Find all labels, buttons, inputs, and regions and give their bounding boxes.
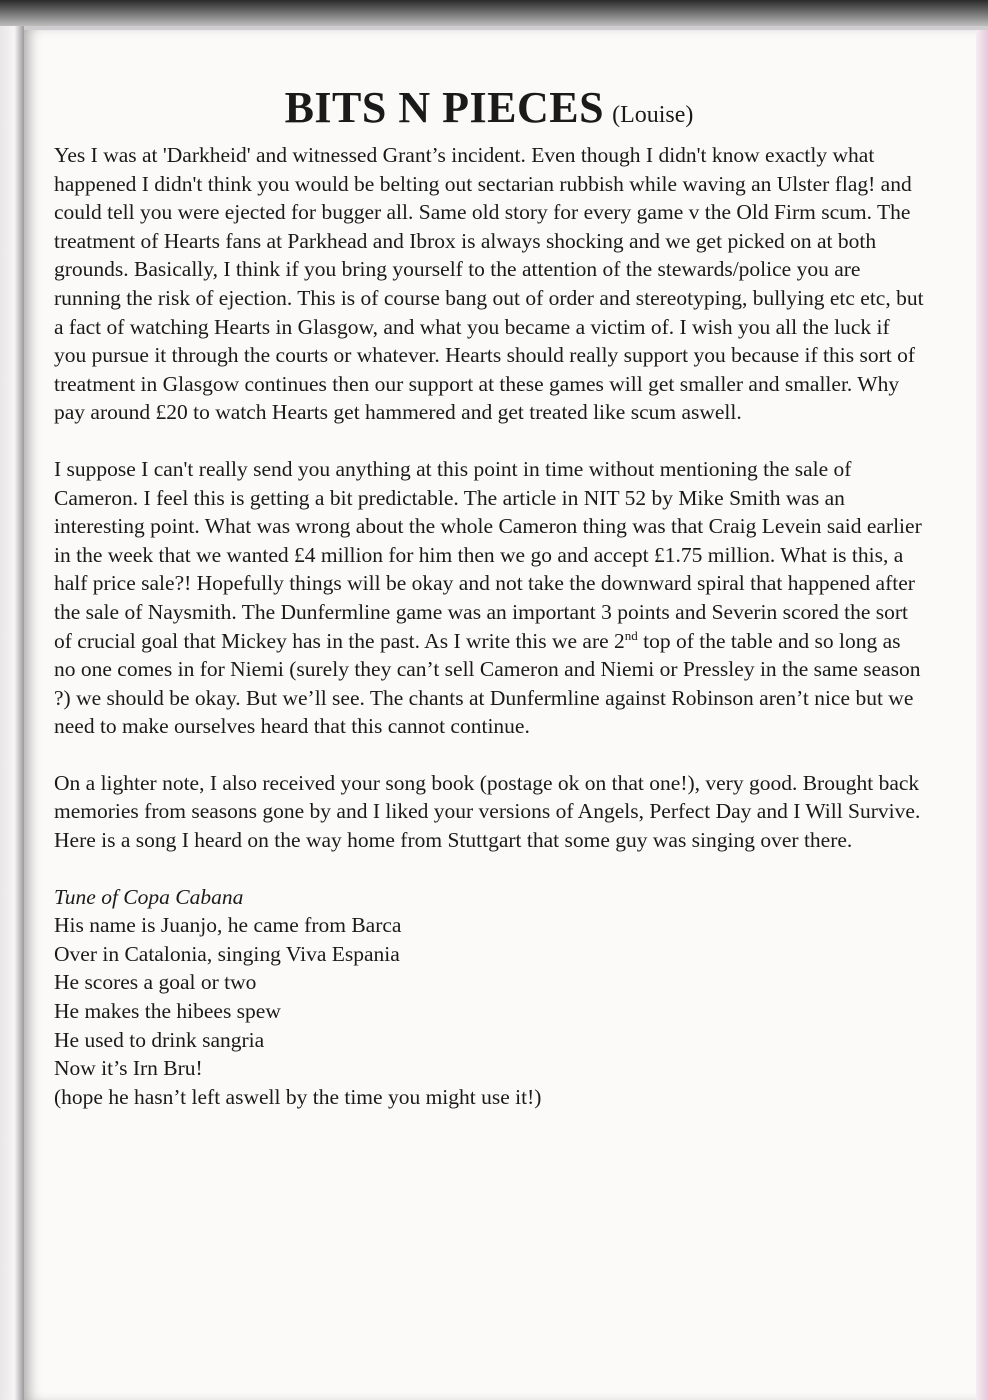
song-line: He makes the hibees spew: [54, 999, 281, 1024]
facing-page-edge: [0, 26, 24, 1400]
article-header: [54, 82, 924, 133]
paragraph-song-book: On a lighter note, I also received your song book (postage ok on that one!), very good. Brought back memories from seasons gone by and I liked your versions of Angels, Perfect Day and I Will Survive. Here is a song I heard on the way home from Stuttgart that some guy was singing over there.: [54, 770, 921, 853]
binding-shadow: [0, 0, 988, 26]
paragraph-cameron-sale: [54, 455, 924, 741]
ordinal-suffix: nd: [624, 627, 638, 643]
article: [54, 82, 924, 1111]
song-line: He scores a goal or two: [54, 970, 257, 995]
song: [54, 883, 924, 1112]
paragraph-cameron-sale-text-b: top of the table and so long as no one comes in for Niemi (surely they can’t sell Cameron and Niemi or Pressley in the same season ?) we should be okay. But we’ll see. The chants at Dunfermline against Robinson aren’t nice but we need to make ourselves heard that this cannot continue.: [54, 628, 921, 739]
paragraph-darkheid: Yes I was at 'Darkheid' and witnessed Grant’s incident. Even though I didn't know exactly what happened I didn't think you would be belting out sectarian rubbish while waving an Ulster flag! and could tell you were ejected for bugger all. Same old story for every game v the Old Firm scum. The treatment of Hearts fans at Parkhead and Ibrox is always shocking and we get picked on at both grounds. Basically, I think if you bring yourself to the attention of the stewards/police you are running the risk of ejection. This is of course bang out of order and stereotyping, bullying etc etc, but a fact of watching Hearts in Glasgow, and what you became a victim of. I wish you all the luck if you pursue it through the courts or whatever. Hearts should really support you because if this sort of treatment in Glasgow continues then our support at these games will get smaller and smaller. Why pay around £20 to watch Hearts get hammered and get treated like scum aswell.: [54, 143, 924, 425]
paragraph-cameron-sale-text-a: I suppose I can't really send you anything at this point in time without mentioning the sale of Cameron. I feel this is getting a bit predictable. The article in NIT 52 by Mike Smith was an interesting point. What was wrong about the whole Cameron thing was that Craig Levein said earlier in the week that we wanted £4 million for him then we go and accept £1.75 million. What is this, a half price sale?! Hopefully things will be okay and not take the downward spiral that happened after the sale of Naysmith. The Dunfermline game was an important 3 points and Severin scored the sort of crucial goal that Mickey has in the past. As I write this we are 2: [54, 456, 922, 653]
song-line: Now it’s Irn Bru!: [54, 1056, 203, 1081]
song-title: Tune of Copa Cabana: [54, 884, 244, 909]
song-line: His name is Juanjo, he came from Barca: [54, 913, 402, 938]
song-note: (hope he hasn’t left aswell by the time you might use it!): [54, 1084, 542, 1109]
page-edge: [976, 30, 988, 1400]
article-title: BITS N PIECES: [284, 83, 605, 132]
article-byline: (Louise): [612, 102, 694, 128]
song-line: Over in Catalonia, singing Viva Espania: [54, 941, 400, 966]
song-line: He used to drink sangria: [54, 1027, 265, 1052]
